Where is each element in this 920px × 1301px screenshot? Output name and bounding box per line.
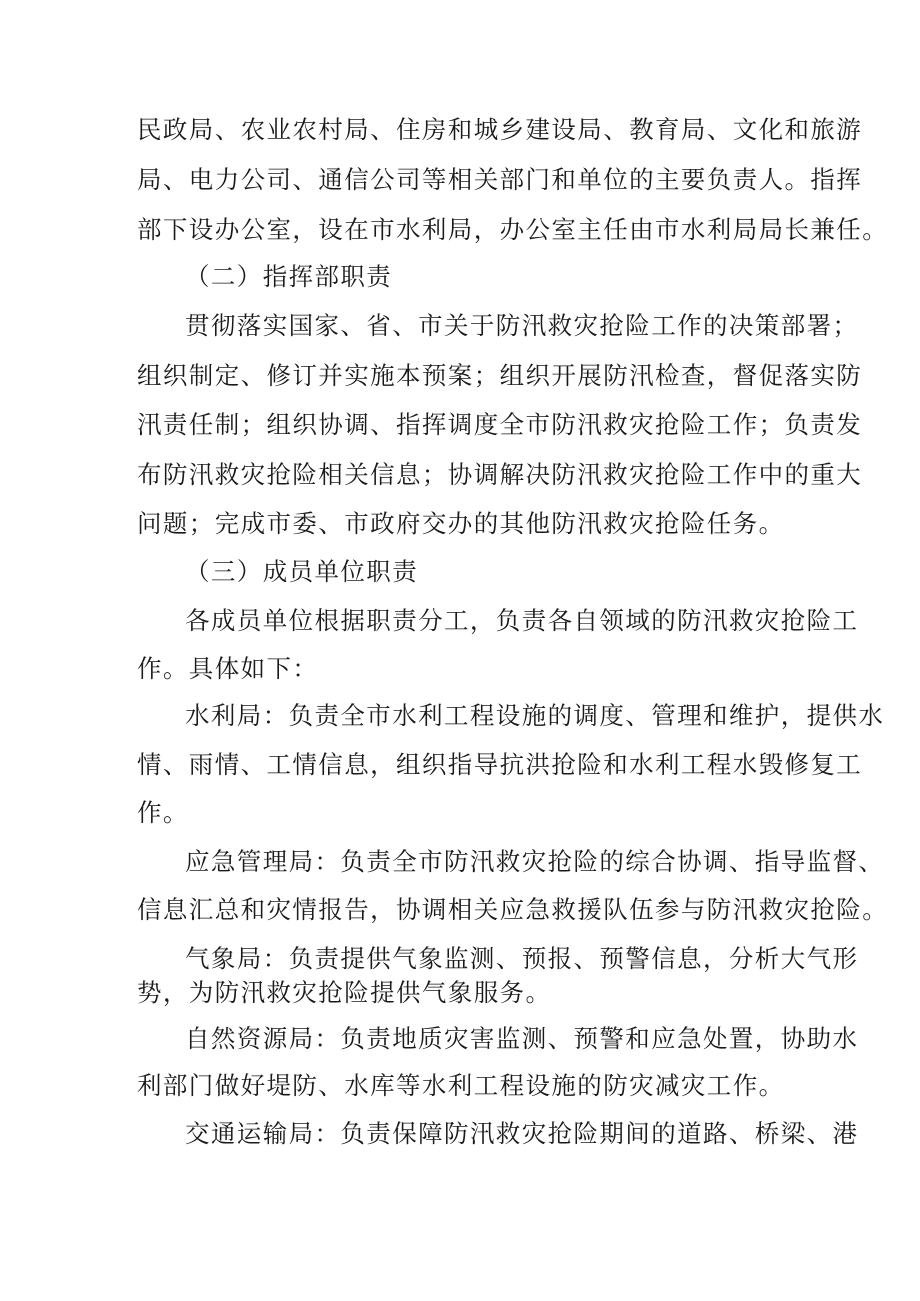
- text-line: 作。具体如下：: [137, 654, 319, 683]
- text-line: 组织制定、修订并实施本预案；组织开展防汛检查，督促落实防: [137, 361, 863, 390]
- text-line: 利部门做好堤防、水库等水利工程设施的防灾减灾工作。: [137, 1071, 785, 1100]
- text-line: 民政局、农业农村局、住房和城乡建设局、教育局、文化和旅游: [137, 115, 863, 144]
- text-line: 应急管理局：负责全市防汛救灾抢险的综合协调、指导监督、: [185, 847, 885, 876]
- text-line: 自然资源局：负责地质灾害监测、预警和应急处置，协助水: [185, 1024, 859, 1053]
- section-heading: （三）成员单位职责: [185, 557, 419, 586]
- text-line: 势，为防汛救灾抢险提供气象服务。: [137, 978, 552, 1007]
- section-heading: （二）指挥部职责: [185, 262, 393, 291]
- text-line: 各成员单位根据职责分工，负责各自领域的防汛救灾抢险工: [185, 606, 859, 635]
- text-line: 作。: [137, 798, 189, 827]
- text-line: 水利局：负责全市水利工程设施的调度、管理和维护，提供水: [185, 701, 885, 730]
- text-line: 汛责任制；组织协调、指挥调度全市防汛救灾抢险工作；负责发: [137, 410, 863, 439]
- text-line: 交通运输局：负责保障防汛救灾抢险期间的道路、桥梁、港: [185, 1119, 859, 1148]
- text-line: 问题；完成市委、市政府交办的其他防汛救灾抢险任务。: [137, 509, 785, 538]
- text-line: 部下设办公室，设在市水利局，办公室主任由市水利局局长兼任。: [137, 215, 889, 244]
- text-line: 信息汇总和灾情报告，协调相关应急救援队伍参与防汛救灾抢险。: [137, 895, 889, 924]
- text-line: 局、电力公司、通信公司等相关部门和单位的主要负责人。指挥: [137, 165, 863, 194]
- text-line: 情、雨情、工情信息，组织指导抗洪抢险和水利工程水毁修复工: [137, 750, 863, 779]
- text-line: 气象局：负责提供气象监测、预报、预警信息，分析大气形: [185, 944, 859, 973]
- text-line: 贯彻落实国家、省、市关于防汛救灾抢险工作的决策部署；: [185, 311, 859, 340]
- text-line: 布防汛救灾抢险相关信息；协调解决防汛救灾抢险工作中的重大: [137, 460, 863, 489]
